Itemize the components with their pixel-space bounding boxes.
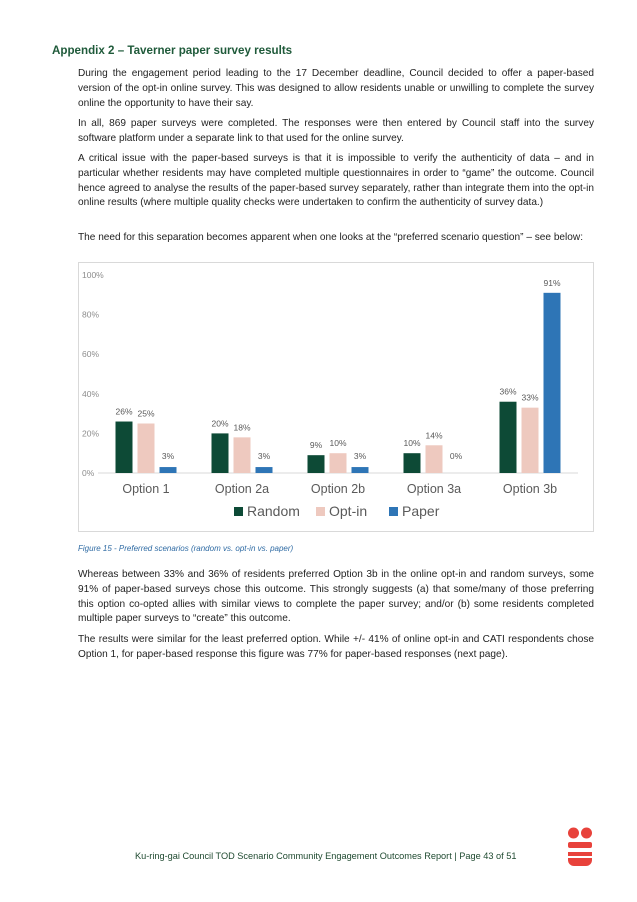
bar-random-2 <box>212 433 229 473</box>
x-category-label: Option 3b <box>502 482 558 496</box>
data-label: 0% <box>449 451 463 461</box>
data-label: 25% <box>137 408 155 419</box>
data-label: 3% <box>161 451 175 461</box>
data-label: 10% <box>329 438 347 449</box>
legend-label: Paper <box>402 503 440 519</box>
preferred-scenarios-chart <box>78 262 594 532</box>
bar-random-5 <box>500 402 517 473</box>
bar-opt-in-2 <box>234 437 251 473</box>
legend-swatch-paper <box>389 507 398 516</box>
data-label: 20% <box>211 418 229 429</box>
x-category-label: Option 3a <box>406 482 462 496</box>
legend-swatch-random <box>234 507 243 516</box>
bar-random-4 <box>404 453 421 473</box>
chart-svg <box>78 262 594 532</box>
page-footer: Ku-ring-gai Council TOD Scenario Community Engagement Outcomes Report | Page 43 of 51 <box>135 851 517 861</box>
bar-random-1 <box>116 422 133 473</box>
bar-random-3 <box>308 455 325 473</box>
y-tick-label: 40% <box>82 388 100 399</box>
council-logo-icon <box>567 827 593 867</box>
bar-paper-5 <box>544 293 561 473</box>
data-label: 9% <box>309 440 323 451</box>
data-label: 3% <box>353 451 367 461</box>
paragraph-analysis: Whereas between 33% and 36% of residents preferred Option 3b in the online opt-in and random surveys, some 91% of paper-based surveys chose this outcome. This strongly suggests (a) that some/many of those preferring this option co-opted allies with similar views to complete the paper survey; and/or (b) some residents completed multiple paper surveys to “create” this outcome. <box>78 569 594 625</box>
bar-paper-3 <box>352 467 369 473</box>
data-label: 14% <box>425 430 443 441</box>
paragraph-issue: A critical issue with the paper-based surveys is that it is impossible to verify the authenticity of data – and in particular whether residents may have completed multiple questionnaires in order to “game” the outcome. Council hence agreed to analyse the results of the paper-based survey separately, rather than integrate them into the opt-in online results (where multiple quality checks were undertaken to confirm the authenticity of survey data.) <box>78 153 594 209</box>
x-category-label: Option 2a <box>214 482 270 496</box>
y-tick-label: 100% <box>82 270 104 280</box>
paragraph-intro: During the engagement period leading to the 17 December deadline, Council decided to offer a paper-based version of the opt-in online survey. This was designed to allow residents unable or unwilling to complete the survey online the opportunity to have their say. <box>78 68 594 109</box>
y-tick-label: 80% <box>82 309 100 320</box>
y-tick-label: 20% <box>82 428 100 439</box>
paragraph-count: In all, 869 paper surveys were completed. The responses were then entered by Council staff into the survey software platform under a separate link to that used for the online survey. <box>78 118 594 144</box>
data-label: 33% <box>521 392 539 403</box>
figure-caption: Figure 15 - Preferred scenarios (random vs. opt-in vs. paper) <box>78 544 294 553</box>
x-category-label: Option 2b <box>310 482 366 496</box>
legend-label: Random <box>247 503 300 519</box>
bar-opt-in-3 <box>330 453 347 473</box>
y-tick-label: 0% <box>82 468 95 478</box>
bar-opt-in-1 <box>138 424 155 474</box>
bar-paper-1 <box>160 467 177 473</box>
bar-opt-in-5 <box>522 408 539 473</box>
data-label: 18% <box>233 422 251 433</box>
data-label: 36% <box>499 386 517 397</box>
data-label: 26% <box>115 406 133 417</box>
data-label: 3% <box>257 451 271 461</box>
section-heading: Appendix 2 – Taverner paper survey results <box>52 44 293 57</box>
legend-swatch-opt-in <box>316 507 325 516</box>
data-label: 91% <box>543 277 561 288</box>
bar-opt-in-4 <box>426 445 443 473</box>
legend-label: Opt-in <box>329 503 368 519</box>
y-tick-label: 60% <box>82 349 100 360</box>
paragraph-separation: The need for this separation becomes apparent when one looks at the “preferred scenario question” – see below: <box>78 232 583 243</box>
data-label: 10% <box>403 438 421 449</box>
x-category-label: Option 1 <box>122 482 170 496</box>
paragraph-least-preferred: The results were similar for the least preferred option. While +/- 41% of online opt-in and CATI respondents chose Option 1, for paper-based response this figure was 77% for paper-based responses (next page). <box>78 634 594 660</box>
bar-paper-2 <box>256 467 273 473</box>
